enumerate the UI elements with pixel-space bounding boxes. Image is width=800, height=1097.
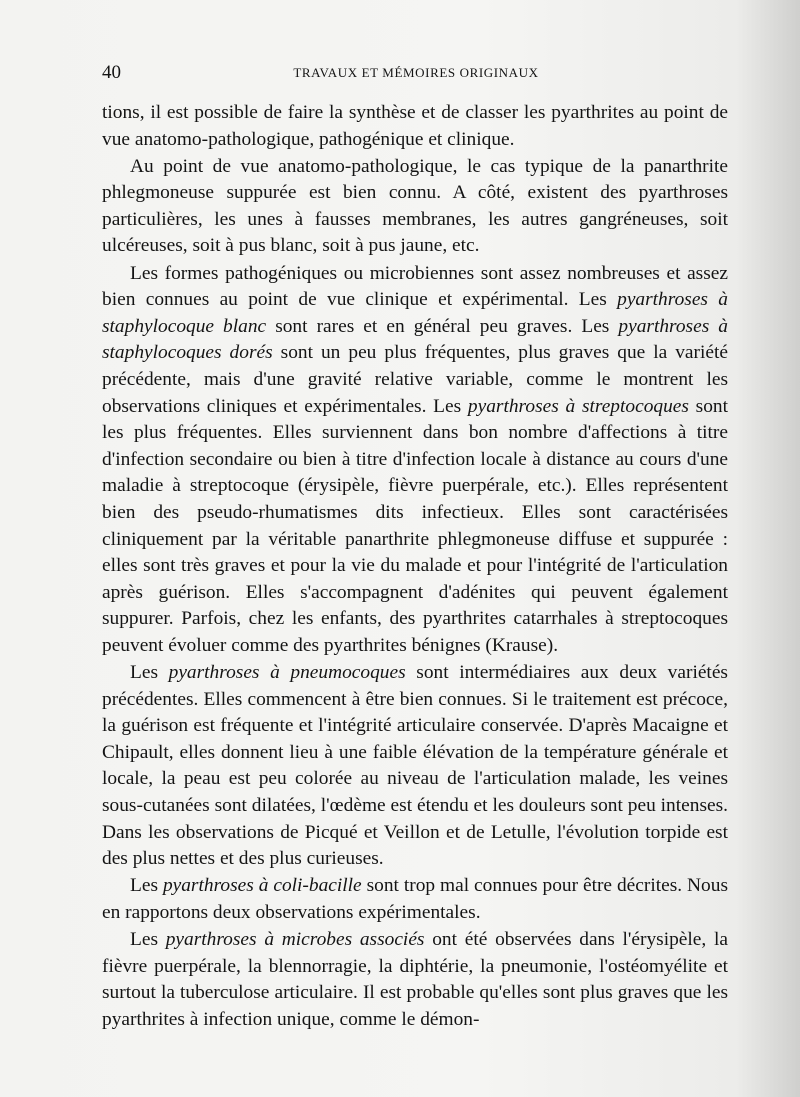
- paragraph-1: [102, 100, 728, 153]
- text-run: Au point de vue anatomo-pathologique, le cas typique de la panarthrite phlegmoneuse suppurée est bien connu. A côté, existent des pyarthroses particulières, les unes à fausses membranes, les autres gangréneuses, soit ulcéreuses, soit à pus blanc, soit à pus jaune, etc.: [102, 155, 728, 257]
- text-run: tions, il est possible de faire la synthèse et de classer les pyarthrites au point de vue anatomo-pathologique, pathogénique et clinique.: [102, 102, 728, 150]
- paragraph-4: [102, 660, 728, 873]
- italic-term: pyarthroses à pneumocoques: [168, 661, 406, 683]
- italic-term: pyarthroses à coli-bacille: [162, 875, 362, 897]
- italic-term: pyarthroses à microbes associés: [165, 928, 425, 950]
- paragraph-6: [102, 927, 728, 1033]
- text-run: sont intermédiaires aux deux variétés précédentes. Elles commencent à être bien connues. Si le traitement est précoce, la guérison est fréquente et l'intégrité articulaire conservée. D'après Macaigne et Chipault, elles donnent lieu à une faible élévation de la température générale et locale, la peau est peu colorée au niveau de l'articulation malade, les veines sous-cutanées sont dilatées, l'œdème est étendu et les douleurs sont peu intenses. Dans les observations de Picqué et Veillon et de Letulle, l'évolution torpide est des plus nettes et des plus curieuses.: [102, 661, 728, 870]
- italic-term: pyarthroses à streptocoques: [467, 395, 689, 417]
- paragraph-2: [102, 154, 728, 260]
- italic-term: pyarthroses à staphylocoques dorés: [102, 315, 728, 364]
- page-header: [102, 62, 730, 84]
- text-run: sont rares et en général peu graves. Les: [266, 315, 619, 337]
- text-run: Les: [130, 661, 169, 683]
- text-run: sont trop mal connues pour être décrites. Nous en rapportons deux observations expérimentales.: [102, 875, 728, 923]
- text-run: Les formes pathogéniques ou microbiennes sont assez nombreuses et assez bien connues au point de vue clinique et expérimental. Les: [102, 262, 728, 311]
- paragraph-5: [102, 873, 728, 926]
- text-run: sont les plus fréquentes. Elles surviennent dans bon nombre d'affections à titre d'infection secondaire ou bien à titre d'infection locale à distance au cours d'une maladie à streptocoque (érysipèle, fièvre puerpérale, etc.). Elles représentent bien des pseudo-rhumatismes dits infectieux. Elles sont caractérisées cliniquement par la véritable panarthrite phlegmoneuse diffuse et suppurée : elles sont très graves et pour la vie du malade et pour l'intégrité de l'articulation après guérison. Elles s'accompagnent d'adénites qui peuvent également suppurer. Parfois, chez les enfants, des pyarthrites catarrhales à streptocoques peuvent évoluer comme des pyarthrites bénignes (Krause).: [102, 395, 728, 656]
- italic-term: pyarthroses à staphylocoque blanc: [102, 289, 728, 337]
- paragraph-3: [102, 261, 728, 660]
- text-run: sont un peu plus fréquentes, plus graves que la variété précédente, mais d'une gravité relative variable, comme le montrent les observations cliniques et expérimentales. Les: [102, 342, 728, 417]
- page-number: 40: [102, 62, 121, 83]
- text-run: Les: [130, 875, 163, 897]
- body-text: [102, 100, 728, 1033]
- text-run: Les: [130, 928, 166, 950]
- text-run: ont été observées dans l'érysipèle, la fièvre puerpérale, la blennorragie, la diphtérie, la pneumonie, l'ostéomyélite et surtout la tuberculose articulaire. Il est probable qu'elles sont plus graves que les pyarthrites à infection unique, comme le démon-: [102, 928, 728, 1030]
- running-title: TRAVAUX ET MÉMOIRES ORIGINAUX: [293, 65, 539, 80]
